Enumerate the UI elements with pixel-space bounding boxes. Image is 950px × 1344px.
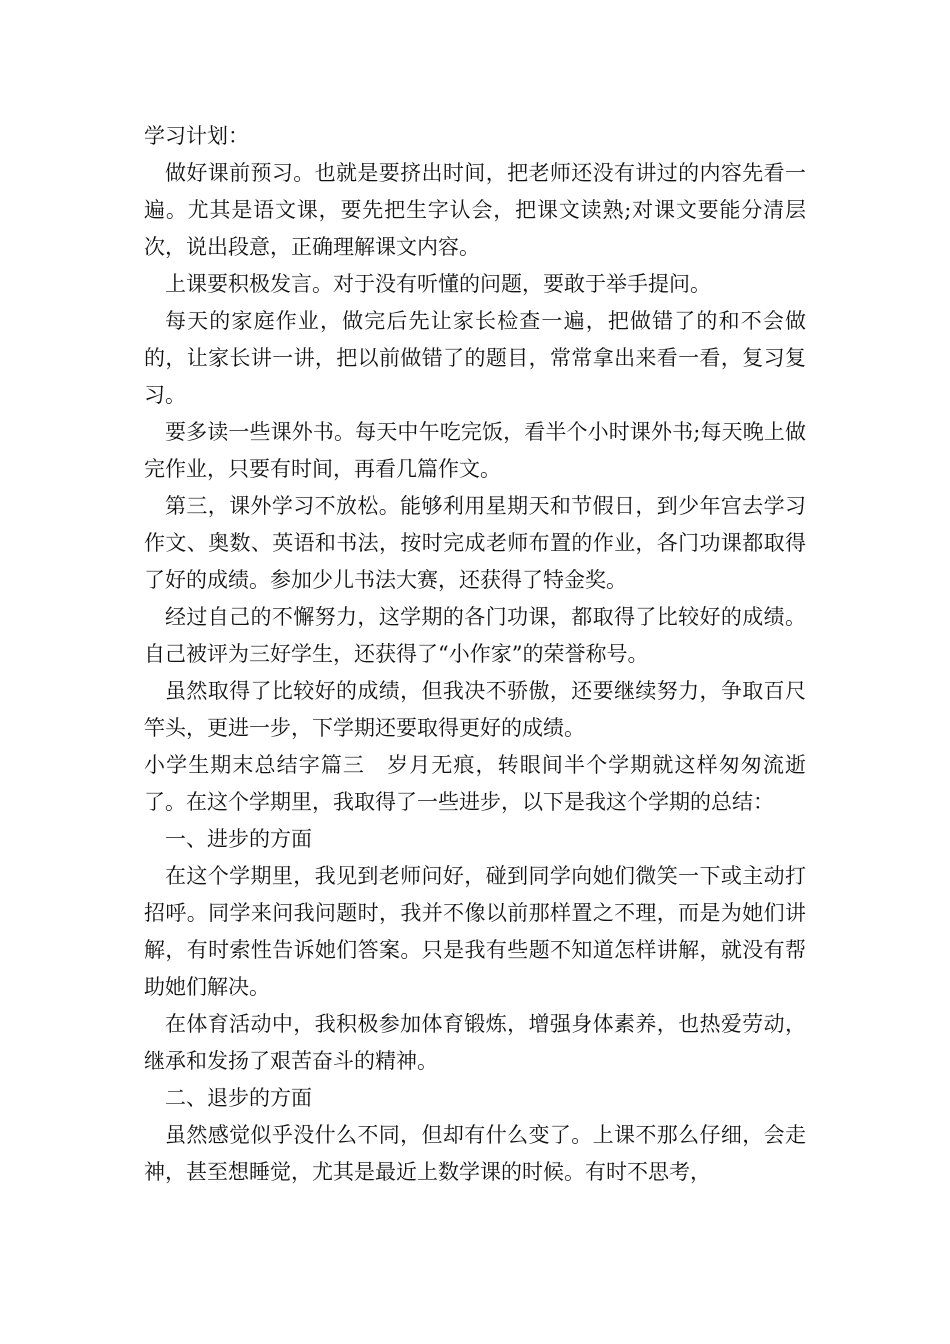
paragraph-reading: 要多读一些课外书。每天中午吃完饭，看半个小时课外书;每天晚上做完作业，只要有时间，再看几篇作文。 [144, 420, 806, 481]
heading-progress: 一、进步的方面 [165, 827, 312, 851]
paragraph-results: 经过自己的不懈努力，这学期的各门功课，都取得了比较好的成绩。自己被评为三好学生，还获得了“小作家”的荣誉称号。 [144, 605, 806, 666]
paragraph-greeting-helping: 在这个学期里，我见到老师问好，碰到同学向她们微笑一下或主动打招呼。同学来问我问题时，我并不像以前那样置之不理，而是为她们讲解，有时索性告诉她们答案。只是我有些题不知道怎样讲解，就没有帮助她们解决。 [144, 864, 806, 999]
paragraph-preview: 做好课前预习。也就是要挤出时间，把老师还没有讲过的内容先看一遍。尤其是语文课，要先把生字认会，把课文读熟;对课文要能分清层次，说出段意，正确理解课文内容。 [144, 161, 806, 259]
paragraph-speak-up: 上课要积极发言。对于没有听懂的问题，要敢于举手提问。 [165, 272, 711, 296]
paragraph-extracurricular: 第三，课外学习不放松。能够利用星期天和节假日，到少年宫去学习作文、奥数、英语和书法，按时完成老师布置的作业，各门功课都取得了好的成绩。参加少儿书法大赛，还获得了特金奖。 [144, 494, 806, 592]
heading-regression: 二、退步的方面 [165, 1086, 312, 1110]
paragraph-sports: 在体育活动中，我积极参加体育锻炼，增强身体素养，也热爱劳动，继承和发扬了艰苦奋斗的精神。 [144, 1012, 806, 1073]
paragraph-distraction: 虽然感觉似乎没什么不同，但却有什么变了。上课不那么仔细，会走神，甚至想睡觉，尤其是最近上数学课的时候。有时不思考， [144, 1123, 806, 1184]
paragraph-study-plan-heading: 学习计划： [144, 124, 249, 148]
paragraph-homework: 每天的家庭作业，做完后先让家长检查一遍，把做错了的和不会做的，让家长讲一讲，把以前做错了的题目，常常拿出来看一看，复习复习。 [144, 309, 806, 407]
paragraph-continue: 虽然取得了比较好的成绩，但我决不骄傲，还要继续努力，争取百尺竿头，更进一步，下学期还要取得更好的成绩。 [144, 679, 806, 740]
paragraph-section-three-intro: 小学生期末总结字篇三 岁月无痕，转眼间半个学期就这样匆匆流逝了。在这个学期里，我取得了一些进步，以下是我这个学期的总结： [144, 753, 806, 814]
document-page [144, 118, 806, 1191]
